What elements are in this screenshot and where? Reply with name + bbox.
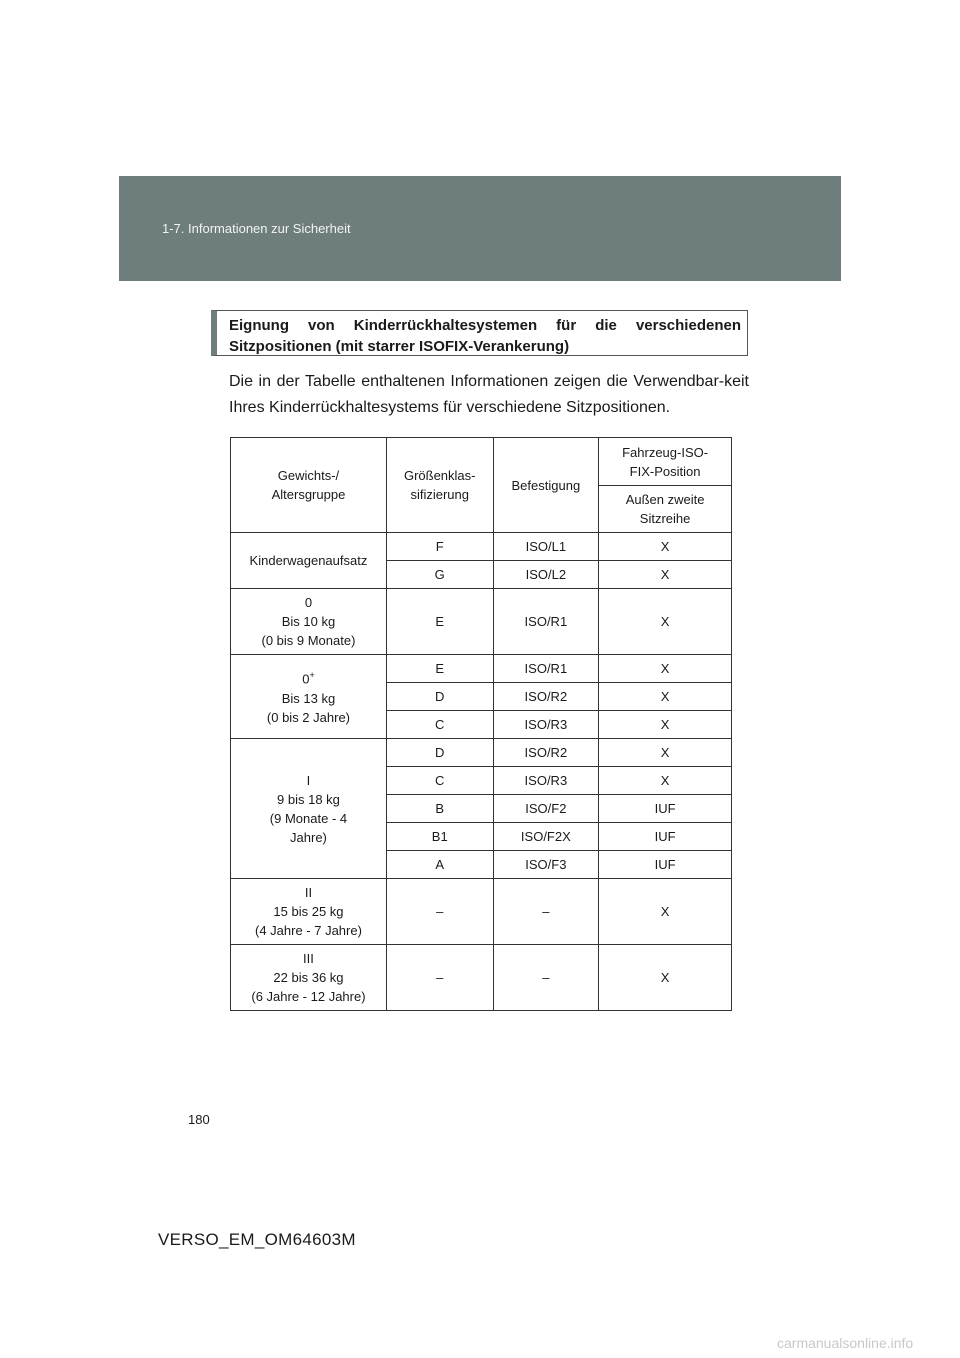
document-code: VERSO_EM_OM64603M (158, 1230, 356, 1249)
position-value-cell: IUF (599, 823, 732, 851)
fixture-cell: – (493, 945, 599, 1011)
size-class-cell: B1 (386, 823, 493, 851)
header-vehicle-position: Fahrzeug-ISO- FIX-Position (599, 438, 732, 486)
header-outer-second-row: Außen zweite Sitzreihe (599, 486, 732, 533)
size-class-cell: C (386, 711, 493, 739)
section-title-box (211, 310, 748, 356)
group-cell (231, 533, 387, 589)
fixture-cell: ISO/L1 (493, 533, 599, 561)
size-class-cell: A (386, 851, 493, 879)
fixture-cell: ISO/F2 (493, 795, 599, 823)
size-class-cell: D (386, 683, 493, 711)
table-row (231, 945, 732, 1011)
group-superscript: + (309, 670, 315, 681)
fixture-cell: ISO/L2 (493, 561, 599, 589)
position-value-cell: X (599, 655, 732, 683)
fixture-cell: ISO/R2 (493, 683, 599, 711)
size-class-cell: B (386, 795, 493, 823)
group-line: 0 (304, 595, 313, 610)
size-class-cell: – (386, 879, 493, 945)
table-row (231, 533, 732, 561)
fixture-cell: ISO/R3 (493, 767, 599, 795)
position-value-cell: X (599, 739, 732, 767)
fixture-cell: ISO/F3 (493, 851, 599, 879)
group-line: Bis 10 kg (281, 614, 336, 629)
group-cell (231, 945, 387, 1011)
watermark: carmanualsonline.info (777, 1335, 914, 1351)
group-line: II (304, 885, 313, 900)
size-class-cell: E (386, 655, 493, 683)
page-number: 180 (188, 1112, 210, 1127)
fixture-cell: ISO/R1 (493, 589, 599, 655)
fixture-cell: ISO/R1 (493, 655, 599, 683)
group-line: (9 Monate - 4 (269, 810, 348, 826)
size-class-cell: C (386, 767, 493, 795)
position-value-cell: IUF (599, 795, 732, 823)
section-title: Eignung von Kinderrückhaltesystemen für die verschiedenen Sitzpositionen (mit starrer ISOFIX-Verankerung) (229, 317, 741, 355)
isofix-compatibility-table (230, 437, 732, 1011)
size-class-cell: D (386, 739, 493, 767)
header-size-class: Größenklas- sifizierung (386, 438, 493, 533)
header-fixture: Befestigung (493, 438, 599, 533)
group-line: Bis 13 kg (281, 690, 336, 706)
table-row (231, 739, 732, 767)
position-value-cell: X (599, 589, 732, 655)
position-value-cell: X (599, 767, 732, 795)
fixture-cell: ISO/R2 (493, 739, 599, 767)
group-line: Jahre) (290, 829, 327, 845)
position-value-cell: X (599, 561, 732, 589)
group-line: 22 bis 36 kg (273, 970, 344, 985)
group-line: 0 (302, 671, 310, 687)
size-class-cell: – (386, 945, 493, 1011)
size-class-cell: G (386, 561, 493, 589)
position-value-cell: X (599, 711, 732, 739)
position-value-cell: X (599, 879, 732, 945)
table-body (231, 533, 732, 1011)
group-line: I (306, 772, 311, 788)
table-row (231, 589, 732, 655)
group-line: 9 bis 18 kg (277, 791, 340, 807)
size-class-cell: F (386, 533, 493, 561)
group-line: (4 Jahre - 7 Jahre) (254, 923, 362, 938)
group-cell (231, 589, 387, 655)
fixture-cell: ISO/R3 (493, 711, 599, 739)
group-cell (231, 655, 387, 739)
position-value-cell: X (599, 683, 732, 711)
group-line: Kinderwagenaufsatz (249, 553, 368, 568)
table-row (231, 655, 732, 683)
size-class-cell: E (386, 589, 493, 655)
group-line: III (303, 951, 314, 966)
position-value-cell: X (599, 533, 732, 561)
header-weight-age-group: Gewichts-/ Altersgruppe (231, 438, 387, 533)
group-cell (231, 879, 387, 945)
group-cell (231, 739, 387, 879)
group-line: (0 bis 2 Jahre) (266, 709, 350, 725)
group-line: 15 bis 25 kg (273, 904, 344, 919)
table-row (231, 879, 732, 945)
section-label: 1-7. Informationen zur Sicherheit (162, 221, 351, 236)
group-line: (6 Jahre - 12 Jahre) (251, 989, 366, 1004)
intro-paragraph: Die in der Tabelle enthaltenen Informationen zeigen die Verwendbar-keit Ihres Kinderrückhaltesystems für verschiedene Sitzpositionen. (229, 373, 749, 416)
position-value-cell: X (599, 945, 732, 1011)
position-value-cell: IUF (599, 851, 732, 879)
group-line: (0 bis 9 Monate) (261, 633, 356, 648)
fixture-cell: ISO/F2X (493, 823, 599, 851)
fixture-cell: – (493, 879, 599, 945)
